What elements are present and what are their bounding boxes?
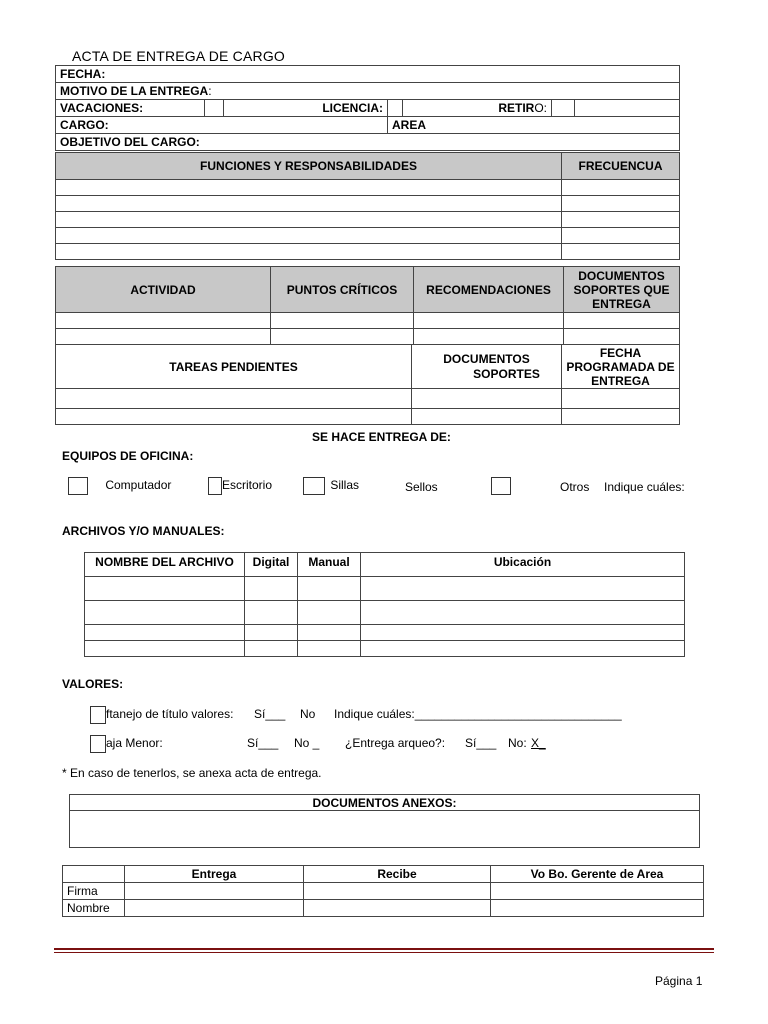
funciones-cell[interactable] (56, 244, 562, 260)
ubicacion-cell[interactable] (361, 641, 685, 657)
nombre-entrega[interactable] (125, 900, 304, 917)
header-table (55, 65, 680, 151)
sellos-label: Sellos (405, 480, 438, 494)
no-arqueo: No: (508, 736, 527, 750)
entrega-header: Entrega (125, 866, 304, 883)
funciones-cell[interactable] (56, 196, 562, 212)
documentos-cell[interactable] (564, 329, 680, 345)
tareas-table (55, 344, 680, 425)
fecha-cell[interactable] (562, 389, 680, 409)
frecuencia-cell[interactable] (562, 196, 680, 212)
motivo-cell (56, 83, 680, 100)
puntos-criticos-header: PUNTOS CRÍTICOS (271, 267, 414, 313)
firma-label: Firma (63, 883, 125, 900)
sellos-checkbox[interactable] (491, 477, 511, 495)
archivo-cell[interactable] (85, 601, 245, 625)
fecha-label: FECHA: (56, 66, 680, 83)
escritorio-checkbox[interactable] (208, 477, 222, 495)
frecuencia-cell[interactable] (562, 180, 680, 196)
soportes-label: SOPORTES (473, 366, 540, 381)
computador-checkbox[interactable] (68, 477, 88, 495)
soportes-cell[interactable] (412, 389, 562, 409)
fecha-programada-header: FECHA PROGRAMADA DE ENTREGA (562, 345, 680, 389)
valores-heading: VALORES: (62, 677, 124, 691)
ubicacion-cell[interactable] (361, 577, 685, 601)
digital-header: Digital (245, 553, 298, 577)
archivo-cell[interactable] (85, 625, 245, 641)
no-arqueo-value: X_ (531, 736, 546, 750)
recibe-header: Recibe (304, 866, 491, 883)
caja-menor-label: aja Menor: (106, 736, 163, 751)
retiro-rest: O: (534, 101, 547, 115)
recomendaciones-cell[interactable] (414, 329, 564, 345)
titulo-valores-label: ftanejo de título valores: (106, 707, 234, 722)
documentos-soportes-cell (412, 345, 562, 389)
escritorio-option[interactable] (208, 477, 272, 495)
documentos-cell[interactable] (564, 313, 680, 329)
manual-cell[interactable] (298, 625, 361, 641)
puntos-cell[interactable] (271, 329, 414, 345)
nota-anexo: * En caso de tenerlos, se anexa acta de entrega. (62, 766, 322, 780)
frecuencia-cell[interactable] (562, 244, 680, 260)
tareas-header: TAREAS PENDIENTES (56, 345, 412, 389)
ubicacion-header: Ubicación (361, 553, 685, 577)
sillas-checkbox[interactable] (303, 477, 325, 495)
indique-cuales-titulo: Indique cuáles:_______________________________ (334, 707, 622, 721)
otros-label: Otros (560, 480, 590, 494)
no-titulo: No (300, 707, 316, 721)
funciones-header: FUNCIONES Y RESPONSABILIDADES (56, 153, 562, 180)
firmas-table (62, 865, 704, 917)
computador-label: Computador (105, 478, 172, 493)
funciones-cell[interactable] (56, 180, 562, 196)
motivo-label: MOTIVO DE LA ENTREGA (60, 84, 209, 98)
manual-cell[interactable] (298, 577, 361, 601)
motivo-colon: : (208, 84, 212, 98)
funciones-cell[interactable] (56, 228, 562, 244)
firma-entrega[interactable] (125, 883, 304, 900)
funciones-table (55, 152, 680, 260)
recomendaciones-header: RECOMENDACIONES (414, 267, 564, 313)
documentos-soportes-header: DOCUMENTOS SOPORTES QUE ENTREGA (564, 267, 680, 313)
actividad-cell[interactable] (56, 329, 271, 345)
frecuencia-header: FRECUENCUA (562, 153, 680, 180)
titulo-valores-row (90, 706, 233, 724)
manual-header: Manual (298, 553, 361, 577)
digital-cell[interactable] (245, 641, 298, 657)
entrega-de-heading: SE HACE ENTREGA DE: (312, 430, 451, 444)
no-caja: No _ (294, 736, 320, 750)
archivos-heading: ARCHIVOS Y/O MANUALES: (62, 524, 225, 538)
sillas-label: Sillas (330, 478, 360, 493)
objetivo-label: OBJETIVO DEL CARGO: (56, 134, 680, 151)
recomendaciones-cell[interactable] (414, 313, 564, 329)
ubicacion-cell[interactable] (361, 601, 685, 625)
soportes-cell[interactable] (412, 409, 562, 425)
digital-cell[interactable] (245, 625, 298, 641)
si-caja: Sí___ (247, 736, 279, 750)
nombre-archivo-header: NOMBRE DEL ARCHIVO (85, 553, 245, 577)
digital-cell[interactable] (245, 601, 298, 625)
sillas-option[interactable] (303, 477, 359, 495)
caja-menor-checkbox[interactable] (90, 735, 106, 753)
licencia-label: LICENCIA: (224, 100, 388, 117)
entrega-arqueo-label: ¿Entrega arqueo?: (345, 736, 446, 750)
manual-cell[interactable] (298, 641, 361, 657)
puntos-cell[interactable] (271, 313, 414, 329)
si-titulo: Sí___ (254, 707, 286, 721)
caja-menor-row (90, 735, 163, 753)
actividad-cell[interactable] (56, 313, 271, 329)
firmas-corner (63, 866, 125, 883)
licencia-box[interactable] (388, 100, 403, 117)
retiro-cell (403, 100, 552, 117)
anexos-content[interactable] (70, 811, 700, 848)
firma-recibe[interactable] (304, 883, 491, 900)
tareas-cell[interactable] (56, 389, 412, 409)
manual-cell[interactable] (298, 601, 361, 625)
actividad-header: ACTIVIDAD (56, 267, 271, 313)
page-number: Página 1 (655, 974, 703, 988)
sellos-option[interactable] (491, 477, 511, 495)
fecha-cell[interactable] (562, 409, 680, 425)
tareas-cell[interactable] (56, 409, 412, 425)
anexos-header: DOCUMENTOS ANEXOS: (70, 795, 700, 811)
archivo-cell[interactable] (85, 641, 245, 657)
digital-cell[interactable] (245, 577, 298, 601)
area-label: AREA (388, 117, 680, 134)
document-title: ACTA DE ENTREGA DE CARGO (72, 48, 286, 64)
ubicacion-cell[interactable] (361, 625, 685, 641)
escritorio-label: Escritorio (222, 478, 273, 493)
nombre-recibe[interactable] (304, 900, 491, 917)
si-arqueo: Sí___ (465, 736, 497, 750)
indique-label: Indique cuáles: (604, 480, 685, 494)
frecuencia-cell[interactable] (562, 228, 680, 244)
nombre-gerente[interactable] (491, 900, 704, 917)
documentos-label: DOCUMENTOS (443, 351, 530, 366)
actividad-table (55, 266, 680, 345)
funciones-cell[interactable] (56, 212, 562, 228)
computador-option[interactable] (68, 477, 171, 495)
retiro-label: RETIR (498, 101, 535, 115)
equipos-heading: EQUIPOS DE OFICINA: (62, 449, 194, 463)
gerente-header: Vo Bo. Gerente de Area (491, 866, 704, 883)
anexos-table (69, 794, 700, 848)
titulo-valores-checkbox[interactable] (90, 706, 106, 724)
footer-divider (54, 948, 714, 950)
vacaciones-box[interactable] (205, 100, 224, 117)
archivos-table (84, 552, 685, 657)
vacaciones-label: VACACIONES: (56, 100, 205, 117)
retiro-box[interactable] (552, 100, 575, 117)
retiro-space (575, 100, 680, 117)
footer-divider-thin (54, 952, 714, 953)
nombre-label: Nombre (63, 900, 125, 917)
frecuencia-cell[interactable] (562, 212, 680, 228)
cargo-label: CARGO: (56, 117, 388, 134)
archivo-cell[interactable] (85, 577, 245, 601)
firma-gerente[interactable] (491, 883, 704, 900)
